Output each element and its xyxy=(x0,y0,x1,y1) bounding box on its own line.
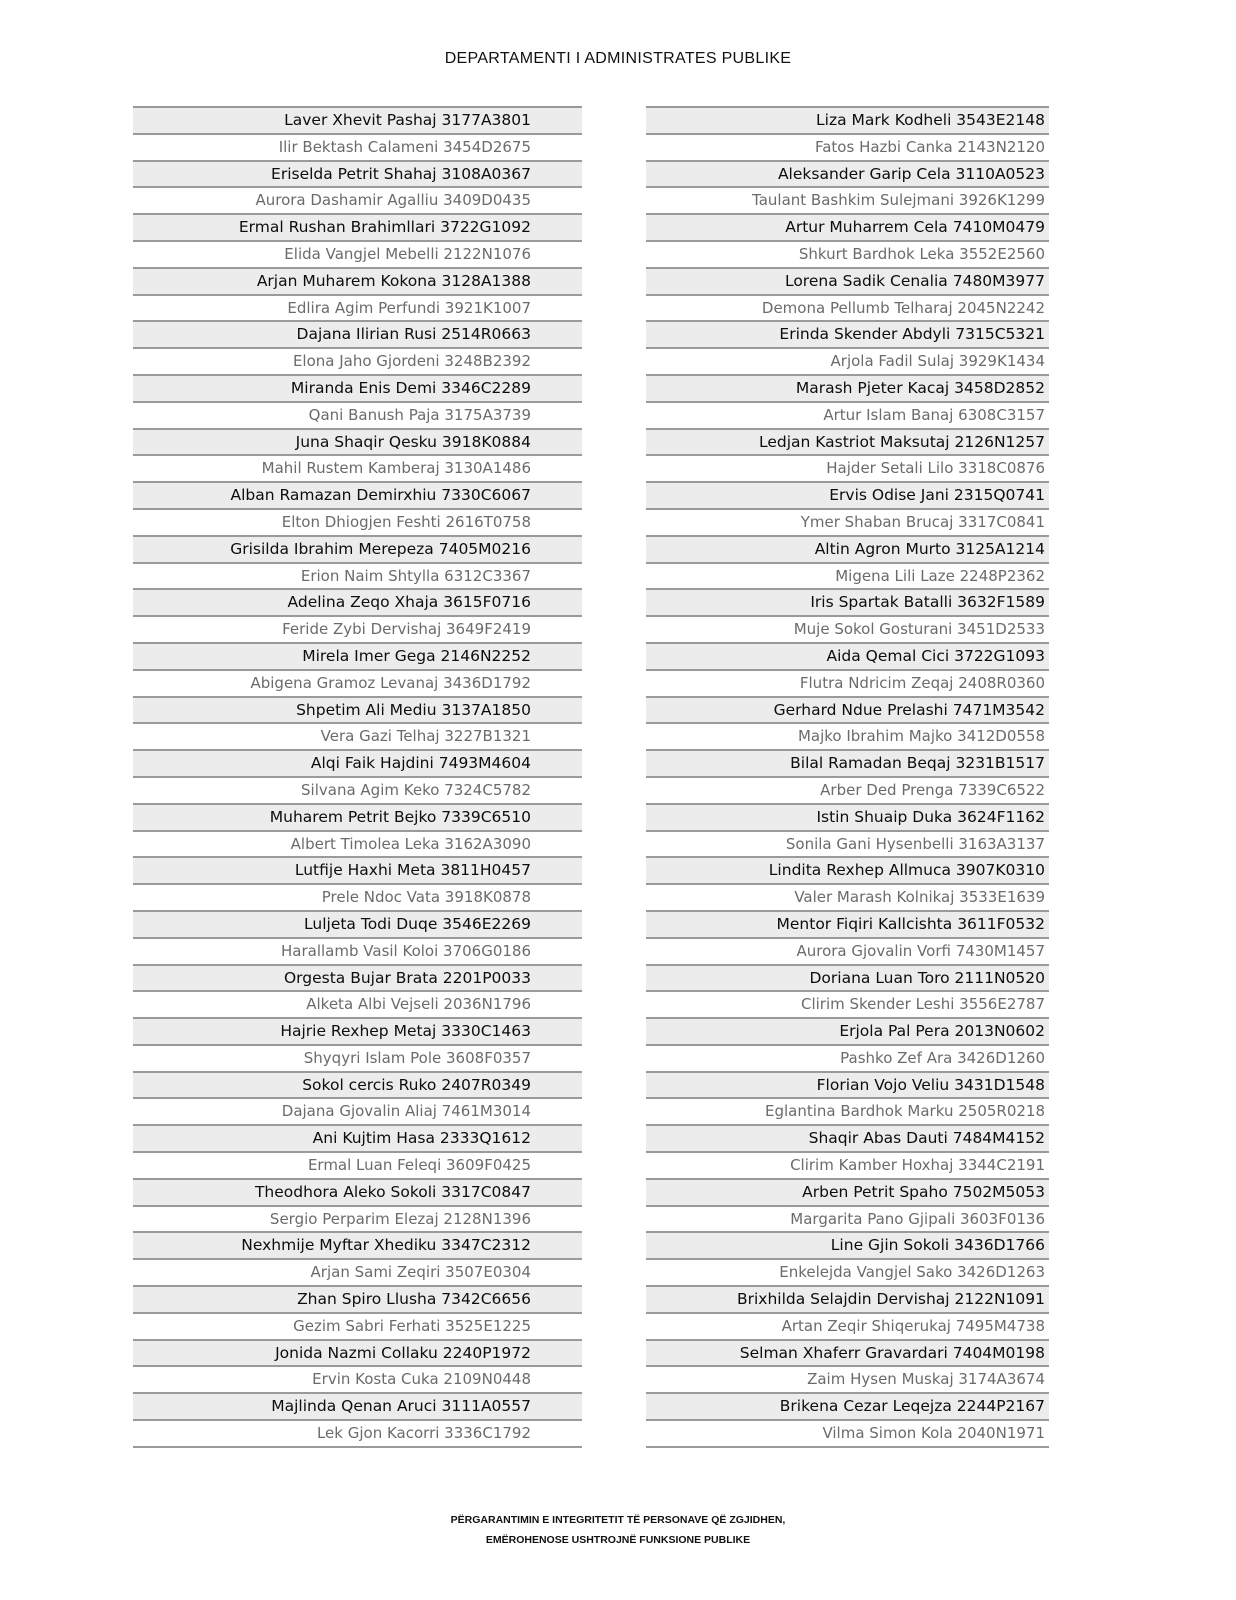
footer-line-2: EMËROHENOSE USHTROJNË FUNKSIONE PUBLIKE xyxy=(485,1534,751,1546)
list-item: Prele Ndoc Vata 3918K0878 xyxy=(133,883,582,910)
list-item: Albert Timolea Leka 3162A3090 xyxy=(133,830,582,857)
list-item: Muharem Petrit Bejko 7339C6510 xyxy=(133,803,582,830)
list-item: Majko Ibrahim Majko 3412D0558 xyxy=(646,722,1049,749)
right-name-column xyxy=(646,106,1049,1448)
list-item: Lorena Sadik Cenalia 7480M3977 xyxy=(646,267,1049,294)
list-item: Lutfije Haxhi Meta 3811H0457 xyxy=(133,856,582,883)
list-item: Elona Jaho Gjordeni 3248B2392 xyxy=(133,347,582,374)
list-item: Abigena Gramoz Levanaj 3436D1792 xyxy=(133,669,582,696)
list-item: Aurora Dashamir Agalliu 3409D0435 xyxy=(133,186,582,213)
page-title: DEPARTAMENTI I ADMINISTRATES PUBLIKE xyxy=(444,50,792,67)
list-item: Laver Xhevit Pashaj 3177A3801 xyxy=(133,106,582,133)
list-item: Enkelejda Vangjel Sako 3426D1263 xyxy=(646,1258,1049,1285)
list-item: Alqi Faik Hajdini 7493M4604 xyxy=(133,749,582,776)
list-item: Aurora Gjovalin Vorfi 7430M1457 xyxy=(646,937,1049,964)
list-item: Arben Petrit Spaho 7502M5053 xyxy=(646,1178,1049,1205)
list-item: Vilma Simon Kola 2040N1971 xyxy=(646,1419,1049,1446)
list-item: Line Gjin Sokoli 3436D1766 xyxy=(646,1231,1049,1258)
list-item: Eglantina Bardhok Marku 2505R0218 xyxy=(646,1097,1049,1124)
list-item: Elida Vangjel Mebelli 2122N1076 xyxy=(133,240,582,267)
list-item: Aleksander Garip Cela 3110A0523 xyxy=(646,160,1049,187)
list-item: Liza Mark Kodheli 3543E2148 xyxy=(646,106,1049,133)
list-item: Majlinda Qenan Aruci 3111A0557 xyxy=(133,1392,582,1419)
list-item: Dajana Gjovalin Aliaj 7461M3014 xyxy=(133,1097,582,1124)
list-item: Marash Pjeter Kacaj 3458D2852 xyxy=(646,374,1049,401)
list-item: Bilal Ramadan Beqaj 3231B1517 xyxy=(646,749,1049,776)
list-item: Hajder Setali Lilo 3318C0876 xyxy=(646,454,1049,481)
list-item: Nexhmije Myftar Xhediku 3347C2312 xyxy=(133,1231,582,1258)
list-item: Ermal Rushan Brahimllari 3722G1092 xyxy=(133,213,582,240)
list-item: Edlira Agim Perfundi 3921K1007 xyxy=(133,294,582,321)
list-item: Erinda Skender Abdyli 7315C5321 xyxy=(646,320,1049,347)
list-item: Erion Naim Shtylla 6312C3367 xyxy=(133,562,582,589)
list-item: Muje Sokol Gosturani 3451D2533 xyxy=(646,615,1049,642)
list-item: Aida Qemal Cici 3722G1093 xyxy=(646,642,1049,669)
list-item: Theodhora Aleko Sokoli 3317C0847 xyxy=(133,1178,582,1205)
list-item: Arber Ded Prenga 7339C6522 xyxy=(646,776,1049,803)
list-item: Ani Kujtim Hasa 2333Q1612 xyxy=(133,1124,582,1151)
list-item: Margarita Pano Gjipali 3603F0136 xyxy=(646,1205,1049,1232)
list-item: Alketa Albi Vejseli 2036N1796 xyxy=(133,990,582,1017)
list-item: Shpetim Ali Mediu 3137A1850 xyxy=(133,696,582,723)
list-item: Altin Agron Murto 3125A1214 xyxy=(646,535,1049,562)
list-item: Arjola Fadil Sulaj 3929K1434 xyxy=(646,347,1049,374)
left-name-column xyxy=(133,106,582,1448)
list-item: Ledjan Kastriot Maksutaj 2126N1257 xyxy=(646,428,1049,455)
list-item: Florian Vojo Veliu 3431D1548 xyxy=(646,1071,1049,1098)
list-item: Eriselda Petrit Shahaj 3108A0367 xyxy=(133,160,582,187)
list-item: Miranda Enis Demi 3346C2289 xyxy=(133,374,582,401)
list-item: Dajana Ilirian Rusi 2514R0663 xyxy=(133,320,582,347)
list-item: Sergio Perparim Elezaj 2128N1396 xyxy=(133,1205,582,1232)
list-item: Ervin Kosta Cuka 2109N0448 xyxy=(133,1365,582,1392)
list-item: Brixhilda Selajdin Dervishaj 2122N1091 xyxy=(646,1285,1049,1312)
list-item: Luljeta Todi Duqe 3546E2269 xyxy=(133,910,582,937)
list-item: Valer Marash Kolnikaj 3533E1639 xyxy=(646,883,1049,910)
list-item: Taulant Bashkim Sulejmani 3926K1299 xyxy=(646,186,1049,213)
list-item: Lek Gjon Kacorri 3336C1792 xyxy=(133,1419,582,1446)
list-item: Elton Dhiogjen Feshti 2616T0758 xyxy=(133,508,582,535)
list-item: Adelina Zeqo Xhaja 3615F0716 xyxy=(133,588,582,615)
list-item: Lindita Rexhep Allmuca 3907K0310 xyxy=(646,856,1049,883)
list-item: Istin Shuaip Duka 3624F1162 xyxy=(646,803,1049,830)
list-item: Erjola Pal Pera 2013N0602 xyxy=(646,1017,1049,1044)
list-item: Alban Ramazan Demirxhiu 7330C6067 xyxy=(133,481,582,508)
list-item: Jonida Nazmi Collaku 2240P1972 xyxy=(133,1339,582,1366)
list-item: Artur Muharrem Cela 7410M0479 xyxy=(646,213,1049,240)
list-item: Juna Shaqir Qesku 3918K0884 xyxy=(133,428,582,455)
list-item: Ymer Shaban Brucaj 3317C0841 xyxy=(646,508,1049,535)
list-item: Shyqyri Islam Pole 3608F0357 xyxy=(133,1044,582,1071)
list-item: Arjan Muharem Kokona 3128A1388 xyxy=(133,267,582,294)
list-item: Zhan Spiro Llusha 7342C6656 xyxy=(133,1285,582,1312)
list-item: Selman Xhaferr Gravardari 7404M0198 xyxy=(646,1339,1049,1366)
list-item: Shkurt Bardhok Leka 3552E2560 xyxy=(646,240,1049,267)
list-item: Artur Islam Banaj 6308C3157 xyxy=(646,401,1049,428)
column-bottom-rule xyxy=(646,1446,1049,1448)
list-item: Zaim Hysen Muskaj 3174A3674 xyxy=(646,1365,1049,1392)
list-item: Clirim Kamber Hoxhaj 3344C2191 xyxy=(646,1151,1049,1178)
list-item: Pashko Zef Ara 3426D1260 xyxy=(646,1044,1049,1071)
list-item: Arjan Sami Zeqiri 3507E0304 xyxy=(133,1258,582,1285)
list-item: Grisilda Ibrahim Merepeza 7405M0216 xyxy=(133,535,582,562)
list-item: Feride Zybi Dervishaj 3649F2419 xyxy=(133,615,582,642)
list-item: Sonila Gani Hysenbelli 3163A3137 xyxy=(646,830,1049,857)
list-item: Doriana Luan Toro 2111N0520 xyxy=(646,964,1049,991)
footer-line-1: PËRGARANTIMIN E INTEGRITETIT TË PERSONAVE QË ZGJIDHEN, xyxy=(450,1514,786,1526)
list-item: Sokol cercis Ruko 2407R0349 xyxy=(133,1071,582,1098)
list-item: Orgesta Bujar Brata 2201P0033 xyxy=(133,964,582,991)
list-item: Mentor Fiqiri Kallcishta 3611F0532 xyxy=(646,910,1049,937)
list-item: Hajrie Rexhep Metaj 3330C1463 xyxy=(133,1017,582,1044)
list-item: Gezim Sabri Ferhati 3525E1225 xyxy=(133,1312,582,1339)
list-item: Migena Lili Laze 2248P2362 xyxy=(646,562,1049,589)
list-item: Shaqir Abas Dauti 7484M4152 xyxy=(646,1124,1049,1151)
list-item: Ermal Luan Feleqi 3609F0425 xyxy=(133,1151,582,1178)
column-bottom-rule xyxy=(133,1446,582,1448)
list-item: Mirela Imer Gega 2146N2252 xyxy=(133,642,582,669)
list-item: Brikena Cezar Leqejza 2244P2167 xyxy=(646,1392,1049,1419)
list-item: Silvana Agim Keko 7324C5782 xyxy=(133,776,582,803)
list-item: Artan Zeqir Shiqerukaj 7495M4738 xyxy=(646,1312,1049,1339)
list-item: Clirim Skender Leshi 3556E2787 xyxy=(646,990,1049,1017)
list-item: Mahil Rustem Kamberaj 3130A1486 xyxy=(133,454,582,481)
list-item: Flutra Ndricim Zeqaj 2408R0360 xyxy=(646,669,1049,696)
list-item: Ilir Bektash Calameni 3454D2675 xyxy=(133,133,582,160)
list-item: Iris Spartak Batalli 3632F1589 xyxy=(646,588,1049,615)
list-item: Harallamb Vasil Koloi 3706G0186 xyxy=(133,937,582,964)
list-item: Fatos Hazbi Canka 2143N2120 xyxy=(646,133,1049,160)
list-item: Gerhard Ndue Prelashi 7471M3542 xyxy=(646,696,1049,723)
list-item: Qani Banush Paja 3175A3739 xyxy=(133,401,582,428)
list-item: Demona Pellumb Telharaj 2045N2242 xyxy=(646,294,1049,321)
list-item: Vera Gazi Telhaj 3227B1321 xyxy=(133,722,582,749)
list-item: Ervis Odise Jani 2315Q0741 xyxy=(646,481,1049,508)
